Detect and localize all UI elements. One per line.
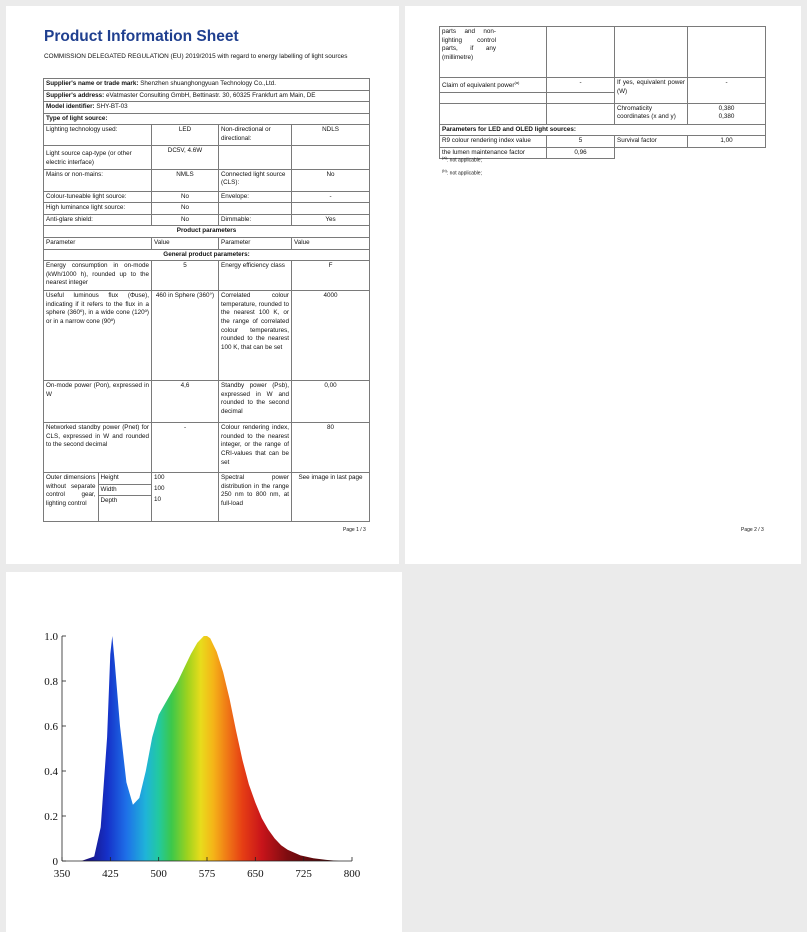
- x-tick-label: 725: [295, 868, 312, 880]
- efficiency-label: Energy efficiency class: [219, 261, 292, 291]
- anti-glare-label: Anti-glare shield:: [44, 214, 152, 226]
- supplier-address-row: Supplier's address: eVatmaster Consulting GmbH, Bettinastr. 30, 60325 Frankfurt am Main, DE: [44, 90, 370, 102]
- x-tick-label: 425: [102, 868, 119, 880]
- x-tick-label: 575: [198, 868, 216, 880]
- y-tick-label: 0: [52, 856, 58, 868]
- flux-label: Useful luminous flux (Φuse), indicating if it refers to the flux in a sphere (360º), in a wide cone (120º) or in a narrow cone (90º): [44, 291, 152, 381]
- connected-value: No: [292, 169, 370, 191]
- lumen-value: 0,96: [547, 147, 615, 159]
- y-tick-label: 0.4: [44, 766, 58, 778]
- cap-type-value: DC5V, 4.6W: [152, 145, 219, 169]
- dimension-values-cell: [152, 473, 219, 522]
- envelope-value: -: [292, 191, 370, 203]
- flux-value: 460 in Sphere (360°): [152, 291, 219, 381]
- footnote-a: $^{(a)}$: not applicable;: [442, 155, 482, 164]
- energy-label: Energy consumption in on-mode (kWh/1000 h), rounded up to the nearest integer: [44, 261, 152, 291]
- lighting-tech-value: LED: [152, 125, 219, 145]
- light-source-type-heading: Type of light source:: [44, 113, 370, 125]
- x-tick-label: 800: [343, 868, 361, 880]
- spd-value: See image in last page: [292, 473, 370, 522]
- efficiency-value: F: [292, 261, 370, 291]
- x-tick-label: 500: [150, 868, 167, 880]
- y-tick-label: 1.0: [44, 631, 58, 643]
- col-value: Value: [152, 237, 219, 249]
- high-luminance-label: High luminance light source:: [44, 203, 152, 215]
- height-value: 100: [154, 474, 165, 482]
- equivalent-power-value: -: [688, 78, 766, 104]
- chromaticity-label: Chromaticity coordinates (x and y): [615, 103, 688, 124]
- r9-label: R9 colour rendering index value: [440, 136, 547, 148]
- width-label: Width: [98, 484, 151, 496]
- networked-value: -: [152, 423, 219, 473]
- dimmable-value: Yes: [292, 214, 370, 226]
- y-tick-label: 0.2: [44, 811, 58, 823]
- x-tick-label: 650: [247, 868, 264, 880]
- survival-value: 1,00: [688, 136, 766, 148]
- connected-label: Connected light source (CLS):: [219, 169, 292, 191]
- networked-label: Networked standby power (Pnet) for CLS, expressed in W and rounded to the second decimal: [44, 423, 152, 473]
- y-tick-label: 0.8: [44, 676, 58, 688]
- footnote-b: $^{(b)}$: not applicable;: [442, 167, 482, 177]
- claim-label: Claim of equivalent power$^{(a)}$: [440, 78, 547, 93]
- y-tick-label: 0.6: [44, 721, 58, 733]
- spectral-distribution-chart: [6, 572, 402, 932]
- envelope-label: Envelope:: [219, 191, 292, 203]
- outer-dimensions-cell: [44, 473, 152, 522]
- non-directional-value: NDLS: [292, 125, 370, 145]
- supplier-name-row: Supplier's name or trade mark: Shenzhen shuanghongyuan Technology Co.,Ltd.: [44, 79, 370, 91]
- spd-label: Spectral power distribution in the range 250 nm to 800 nm, at full-load: [219, 473, 292, 522]
- standby-label: Standby power (Psb), expressed in W and rounded to the second decimal: [219, 381, 292, 423]
- lumen-label: the lumen maintenance factor: [440, 147, 547, 159]
- page-number: Page 1 / 3: [343, 527, 366, 533]
- depth-label: Depth: [100, 497, 118, 505]
- chromaticity-value: 0,380 0,380: [688, 103, 766, 124]
- non-directional-label: Non-directional or directional:: [219, 125, 292, 145]
- mains-label: Mains or non-mains:: [44, 169, 152, 191]
- product-info-table-continued: [439, 26, 766, 159]
- depth-value: 10: [154, 496, 162, 504]
- product-params-heading: Product parameters: [44, 226, 370, 238]
- outer-dimensions-label: Outer dimensions without separate control gear, lighting control: [44, 473, 98, 521]
- high-luminance-value: No: [152, 203, 219, 215]
- spectrum-area: [81, 636, 339, 861]
- page-3: [6, 572, 402, 932]
- anti-glare-value: No: [152, 214, 219, 226]
- cri-value: 80: [292, 423, 370, 473]
- lighting-tech-label: Lighting technology used:: [44, 125, 152, 145]
- page-title: Product Information Sheet: [44, 28, 239, 45]
- page-number: Page 2 / 3: [741, 527, 764, 533]
- mains-value: NMLS: [152, 169, 219, 191]
- height-label: Height: [98, 473, 151, 484]
- x-tick-label: 350: [53, 868, 71, 880]
- cri-label: Colour rendering index, rounded to the nearest integer, or the range of CRI-values that can be set: [219, 423, 292, 473]
- general-params-heading: General product parameters:: [44, 249, 370, 261]
- r9-value: 5: [547, 136, 615, 148]
- claim-value: -: [547, 78, 615, 93]
- col-value-2: Value: [292, 237, 370, 249]
- energy-value: 5: [152, 261, 219, 291]
- onmode-value: 4,6: [152, 381, 219, 423]
- colour-tuneable-label: Colour-tuneable light source:: [44, 191, 152, 203]
- led-params-heading: Parameters for LED and OLED light sources:: [440, 124, 766, 136]
- page-1: [6, 6, 399, 564]
- equivalent-power-label: If yes, equivalent power (W): [615, 78, 688, 104]
- cap-type-label: Light source cap-type (or other electric interface): [44, 145, 152, 169]
- page-2: [405, 6, 801, 564]
- parts-label: parts and non-lighting control parts, if any (millimetre): [440, 27, 547, 78]
- product-info-table: [43, 78, 370, 522]
- onmode-label: On-mode power (Pon), expressed in W: [44, 381, 152, 423]
- footnotes: [442, 153, 482, 178]
- standby-value: 0,00: [292, 381, 370, 423]
- survival-label: Survival factor: [615, 136, 688, 148]
- width-value: 100: [154, 485, 165, 493]
- model-row: Model identifier: SHY-BT-03: [44, 102, 370, 114]
- colour-tuneable-value: No: [152, 191, 219, 203]
- cct-label: Correlated colour temperature, rounded to the nearest 100 K, or the range of correlated colour temperatures, rounded to the nearest 100 K, that can be set: [219, 291, 292, 381]
- col-parameter-2: Parameter: [219, 237, 292, 249]
- regulation-subtitle: COMMISSION DELEGATED REGULATION (EU) 2019/2015 with regard to energy labelling of light sources: [44, 53, 348, 60]
- dimmable-label: Dimmable:: [219, 214, 292, 226]
- col-parameter: Parameter: [44, 237, 152, 249]
- cct-value: 4000: [292, 291, 370, 381]
